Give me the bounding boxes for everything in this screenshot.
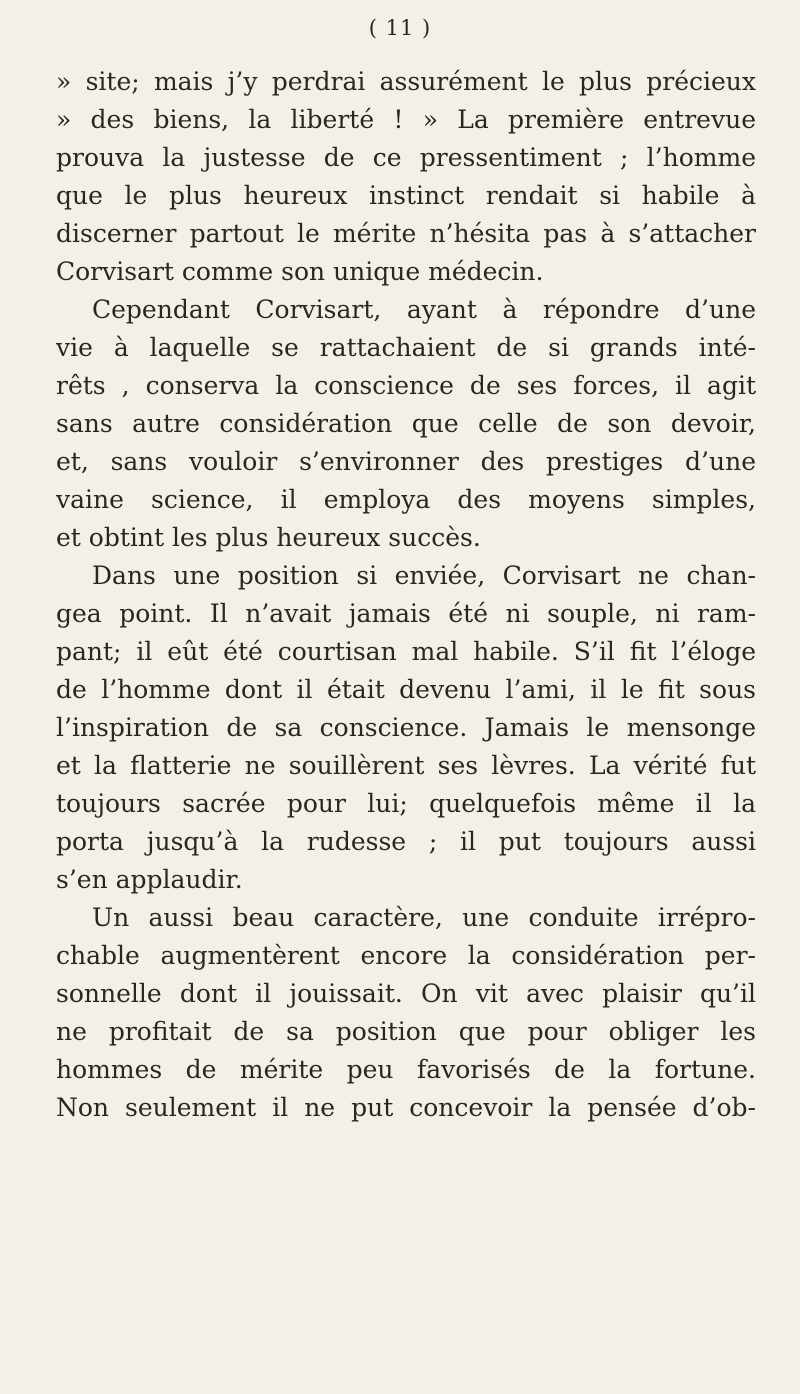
text-line: que le plus heureux instinct rendait si habile à xyxy=(56,181,756,210)
text-line: vie à laquelle se rattachaient de si grands inté- xyxy=(56,333,756,362)
text-line: s’en applaudir. xyxy=(56,865,243,894)
text-line: Corvisart comme son unique médecin. xyxy=(56,257,544,286)
paragraph-start-line: Dans une position si enviée, Corvisart ne chan- xyxy=(92,561,756,590)
text-line: rêts , conserva la conscience de ses forces, il agit xyxy=(56,371,756,400)
text-line: toujours sacrée pour lui; quelquefois même il la xyxy=(56,789,756,818)
text-line: porta jusqu’à la rudesse ; il put toujours aussi xyxy=(56,827,756,856)
paragraph-start-line: Cependant Corvisart, ayant à répondre d’une xyxy=(92,295,756,324)
text-line: ne profitait de sa position que pour obliger les xyxy=(56,1017,756,1046)
text-line: et obtint les plus heureux succès. xyxy=(56,523,481,552)
text-line: de l’homme dont il était devenu l’ami, il le fit sous xyxy=(56,675,756,704)
text-line: prouva la justesse de ce pressentiment ; l’homme xyxy=(56,143,756,172)
text-line: gea point. Il n’avait jamais été ni souple, ni ram- xyxy=(56,599,756,628)
text-line: » des biens, la liberté ! » La première entrevue xyxy=(56,105,756,134)
text-line: Non seulement il ne put concevoir la pensée d’ob- xyxy=(56,1093,756,1122)
text-line: chable augmentèrent encore la considération per- xyxy=(56,941,756,970)
body-text xyxy=(56,63,756,1127)
text-line: pant; il eût été courtisan mal habile. S’il fit l’éloge xyxy=(56,637,756,666)
text-line: hommes de mérite peu favorisés de la fortune. xyxy=(56,1055,756,1084)
text-line: » site; mais j’y perdrai assurément le plus précieux xyxy=(56,67,756,96)
text-line: sonnelle dont il jouissait. On vit avec plaisir qu’il xyxy=(56,979,756,1008)
text-line: sans autre considération que celle de son devoir, xyxy=(56,409,756,438)
text-line: discerner partout le mérite n’hésita pas à s’attacher xyxy=(56,219,756,248)
text-line: l’inspiration de sa conscience. Jamais le mensonge xyxy=(56,713,756,742)
paragraph-start-line: Un aussi beau caractère, une conduite irrépro- xyxy=(92,903,756,932)
text-line: et, sans vouloir s’environner des prestiges d’une xyxy=(56,447,756,476)
page-number: ( 11 ) xyxy=(368,16,432,40)
text-line: et la flatterie ne souillèrent ses lèvres. La vérité fut xyxy=(56,751,756,780)
text-line: vaine science, il employa des moyens simples, xyxy=(56,485,756,514)
